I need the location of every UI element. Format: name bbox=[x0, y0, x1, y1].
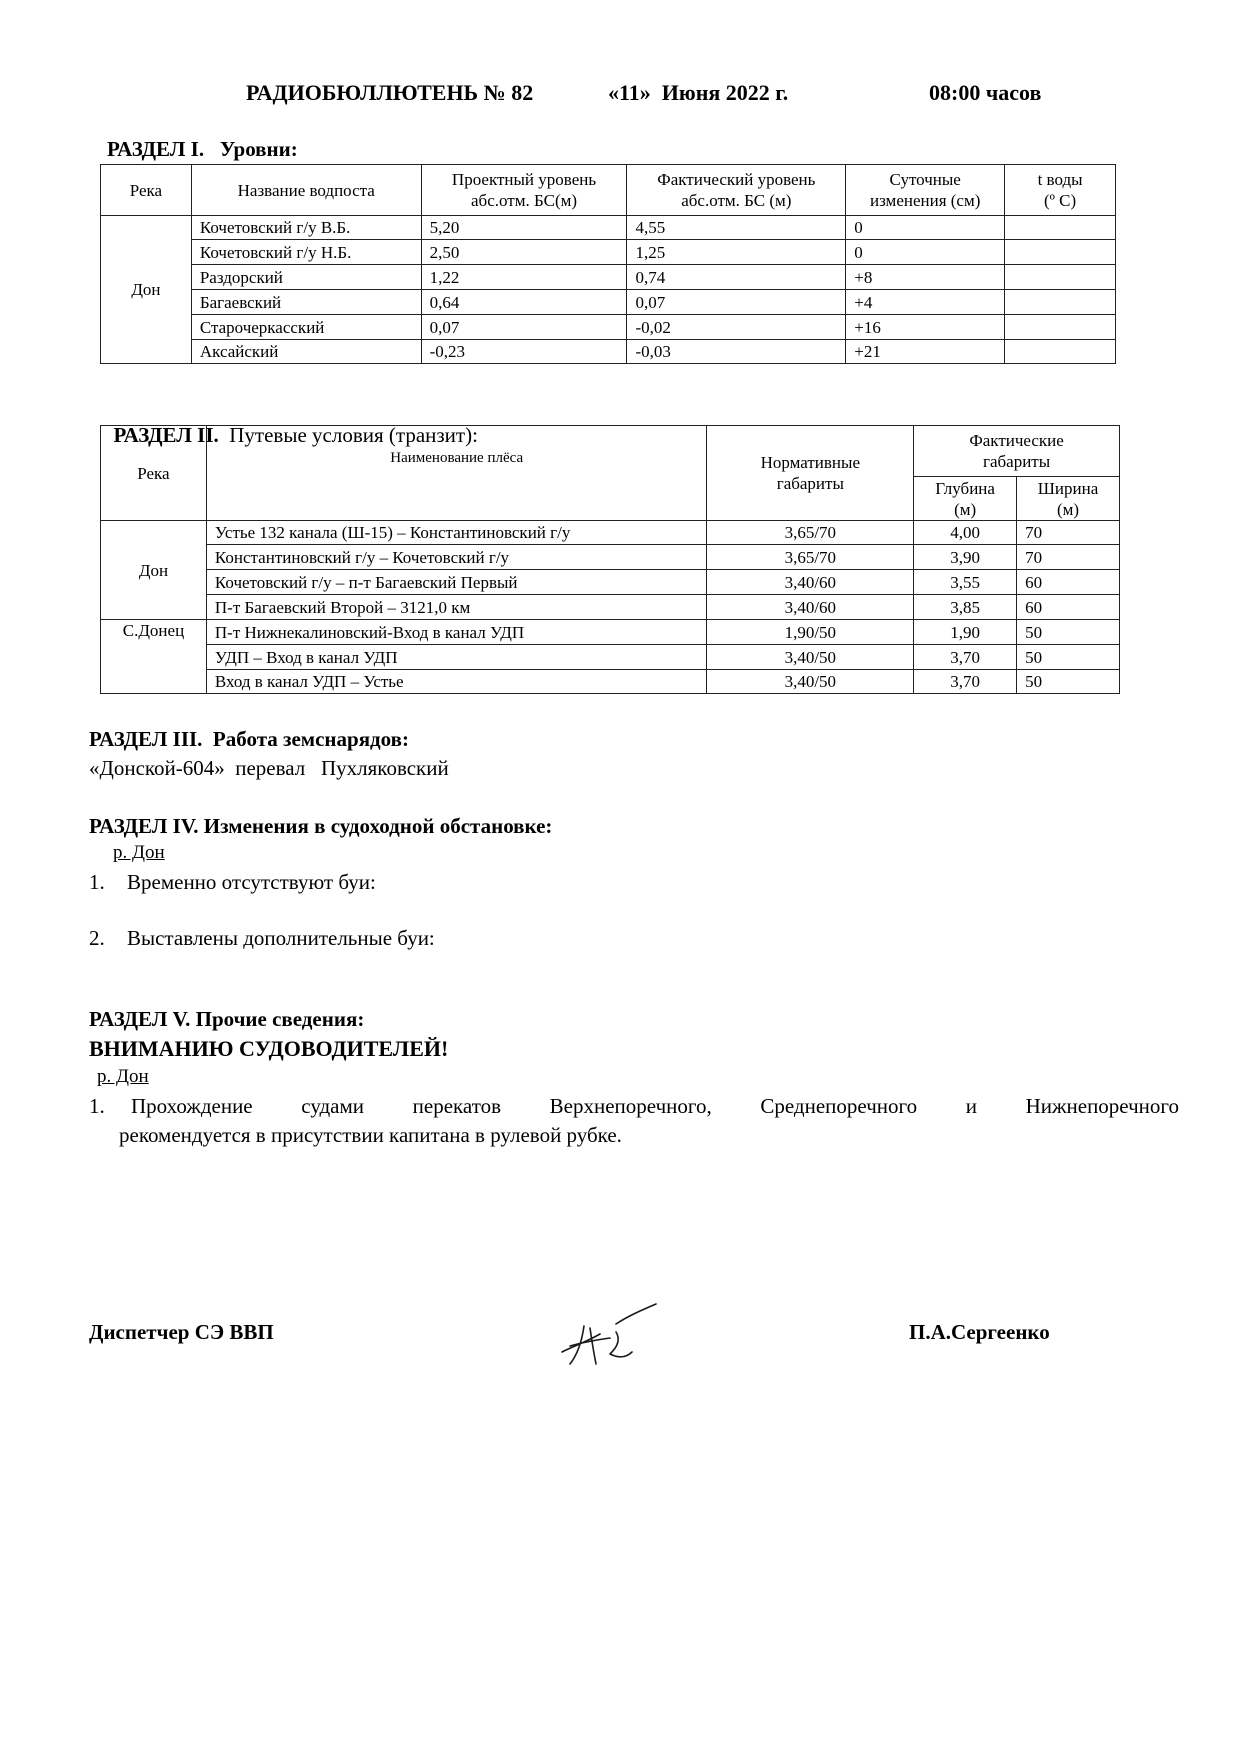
col-normative-line1: Нормативные bbox=[760, 453, 860, 472]
width-cell: 50 bbox=[1017, 645, 1120, 670]
norm-cell: 3,40/50 bbox=[707, 645, 914, 670]
bulletin-header bbox=[0, 80, 1240, 110]
actual-cell: 0,74 bbox=[627, 265, 846, 290]
change-cell: +4 bbox=[846, 290, 1005, 315]
col-water-temp bbox=[1005, 165, 1116, 216]
dispatcher-name: П.А.Сергеенко bbox=[909, 1320, 1050, 1344]
temp-cell bbox=[1005, 315, 1116, 340]
reach-cell: Константиновский г/у – Кочетовский г/у bbox=[206, 545, 707, 570]
levels-table-header bbox=[101, 165, 1116, 216]
width-cell: 60 bbox=[1017, 570, 1120, 595]
norm-cell: 1,90/50 bbox=[707, 620, 914, 645]
section-5-title: РАЗДЕЛ V. Прочие сведения: bbox=[89, 1007, 365, 1031]
col-width-line2: (м) bbox=[1056, 499, 1080, 519]
temp-cell bbox=[1005, 290, 1116, 315]
col-width bbox=[1017, 477, 1120, 521]
post-cell: Багаевский bbox=[191, 290, 421, 315]
table-row bbox=[101, 340, 1116, 364]
post-cell: Аксайский bbox=[191, 340, 421, 364]
depth-cell: 1,90 bbox=[914, 620, 1017, 645]
section-3-title: РАЗДЕЛ III. Работа земснарядов: bbox=[89, 727, 409, 751]
width-cell: 50 bbox=[1017, 670, 1120, 694]
dispatcher-role: Диспетчер СЭ ВВП bbox=[89, 1320, 274, 1344]
section-4-title: РАЗДЕЛ IV. Изменения в судоходной обстановке: bbox=[89, 814, 553, 838]
change-cell: +16 bbox=[846, 315, 1005, 340]
depth-cell: 3,55 bbox=[914, 570, 1017, 595]
width-cell: 70 bbox=[1017, 545, 1120, 570]
transit-table-header-top bbox=[101, 426, 1120, 477]
col-river: Река bbox=[101, 426, 207, 521]
river-cell: С.Донец bbox=[101, 620, 207, 694]
col-actual-line2: габариты bbox=[982, 452, 1051, 471]
table-row bbox=[101, 620, 1120, 645]
list-item bbox=[89, 1094, 1179, 1148]
col-width-line1: Ширина bbox=[1037, 478, 1099, 498]
levels-table bbox=[100, 164, 1116, 364]
col-normative-line2: габариты bbox=[776, 474, 844, 493]
river-don-label: р. Дон bbox=[97, 1066, 149, 1087]
col-daily-change bbox=[846, 165, 1005, 216]
col-depth bbox=[914, 477, 1017, 521]
col-daily-change-line1: Суточные bbox=[889, 170, 961, 189]
col-design-level-line2: абс.отм. БС(м) bbox=[471, 191, 578, 210]
post-cell: Старочеркасский bbox=[191, 315, 421, 340]
change-cell: 0 bbox=[846, 240, 1005, 265]
col-normative bbox=[707, 426, 914, 521]
col-actual-level-line1: Фактический уровень bbox=[657, 170, 816, 189]
bulletin-date: «11» Июня 2022 г. bbox=[608, 80, 789, 105]
table-row bbox=[101, 645, 1120, 670]
change-cell: +21 bbox=[846, 340, 1005, 364]
table-row bbox=[101, 670, 1120, 694]
table-row bbox=[101, 315, 1116, 340]
bulletin-time: 08:00 часов bbox=[929, 80, 1042, 105]
norm-cell: 3,40/60 bbox=[707, 595, 914, 620]
list-item-number: 1. bbox=[89, 1094, 105, 1118]
post-cell: Кочетовский г/у Н.Б. bbox=[191, 240, 421, 265]
norm-cell: 3,65/70 bbox=[707, 545, 914, 570]
bulletin-title: РАДИОБЮЛЛЮТЕНЬ № 82 bbox=[246, 80, 534, 105]
temp-cell bbox=[1005, 216, 1116, 240]
depth-cell: 3,90 bbox=[914, 545, 1017, 570]
col-water-temp-line1: t воды bbox=[1037, 170, 1083, 189]
section-2-title-bold: РАЗДЕЛ II. bbox=[113, 423, 219, 447]
table-row bbox=[101, 265, 1116, 290]
reach-cell: П-т Багаевский Второй – 3121,0 км bbox=[206, 595, 707, 620]
table-row bbox=[101, 545, 1120, 570]
col-actual-level bbox=[627, 165, 846, 216]
actual-cell: 0,07 bbox=[627, 290, 846, 315]
list-item-text: Выставлены дополнительные буи: bbox=[127, 926, 435, 950]
width-cell: 50 bbox=[1017, 620, 1120, 645]
col-design-level-line1: Проектный уровень bbox=[451, 170, 597, 189]
actual-cell: -0,03 bbox=[627, 340, 846, 364]
table-row bbox=[101, 595, 1120, 620]
design-cell: 1,22 bbox=[421, 265, 627, 290]
reach-cell: Устье 132 канала (Ш-15) – Константиновский г/у bbox=[206, 521, 707, 545]
col-river: Река bbox=[101, 165, 192, 216]
design-cell: 2,50 bbox=[421, 240, 627, 265]
section-1-title: РАЗДЕЛ I. Уровни: bbox=[107, 137, 298, 161]
norm-cell: 3,40/60 bbox=[707, 570, 914, 595]
river-cell: Дон bbox=[101, 521, 207, 620]
design-cell: 0,07 bbox=[421, 315, 627, 340]
design-cell: -0,23 bbox=[421, 340, 627, 364]
norm-cell: 3,65/70 bbox=[707, 521, 914, 545]
reach-cell: УДП – Вход в канал УДП bbox=[206, 645, 707, 670]
col-daily-change-line2: изменения (см) bbox=[869, 191, 981, 210]
list-item-text-line2: рекомендуется в присутствии капитана в рулевой рубке. bbox=[119, 1123, 622, 1147]
list-item-text-line1: Прохождение судами перекатов Верхнепоречного, Среднепоречного и Нижнепоречного bbox=[131, 1094, 1179, 1118]
col-design-level bbox=[421, 165, 627, 216]
temp-cell bbox=[1005, 265, 1116, 290]
col-depth-line2: (м) bbox=[954, 499, 977, 519]
attention-heading: ВНИМАНИЮ СУДОВОДИТЕЛЕЙ! bbox=[89, 1036, 449, 1061]
reach-cell: П-т Нижнекалиновский-Вход в канал УДП bbox=[206, 620, 707, 645]
col-reach: Наименование плёса bbox=[206, 426, 707, 521]
river-don-label: р. Дон bbox=[113, 842, 165, 863]
actual-cell: 1,25 bbox=[627, 240, 846, 265]
width-cell: 60 bbox=[1017, 595, 1120, 620]
list-item bbox=[89, 926, 435, 951]
river-cell: Дон bbox=[101, 216, 192, 364]
change-cell: +8 bbox=[846, 265, 1005, 290]
col-actual-line1: Фактические bbox=[969, 431, 1064, 450]
post-cell: Раздорский bbox=[191, 265, 421, 290]
norm-cell: 3,40/50 bbox=[707, 670, 914, 694]
depth-cell: 3,85 bbox=[914, 595, 1017, 620]
list-item-number: 1. bbox=[89, 870, 105, 894]
reach-cell: Кочетовский г/у – п-т Багаевский Первый bbox=[206, 570, 707, 595]
temp-cell bbox=[1005, 240, 1116, 265]
post-cell: Кочетовский г/у В.Б. bbox=[191, 216, 421, 240]
reach-cell: Вход в канал УДП – Устье bbox=[206, 670, 707, 694]
dredger-info: «Донской-604» перевал Пухляковский bbox=[89, 756, 449, 780]
section-2-title-rest: Путевые условия (транзит): bbox=[218, 423, 478, 447]
col-actual bbox=[914, 426, 1120, 477]
actual-cell: 4,55 bbox=[627, 216, 846, 240]
col-water-temp-line2: (º С) bbox=[1043, 191, 1077, 210]
design-cell: 0,64 bbox=[421, 290, 627, 315]
depth-cell: 4,00 bbox=[914, 521, 1017, 545]
table-row bbox=[101, 216, 1116, 240]
depth-cell: 3,70 bbox=[914, 670, 1017, 694]
width-cell: 70 bbox=[1017, 521, 1120, 545]
table-row bbox=[101, 240, 1116, 265]
col-post: Название водпоста bbox=[191, 165, 421, 216]
transit-table bbox=[100, 425, 1120, 694]
col-actual-level-line2: абс.отм. БС (м) bbox=[681, 191, 792, 210]
temp-cell bbox=[1005, 340, 1116, 364]
table-row bbox=[101, 570, 1120, 595]
col-depth-line1: Глубина bbox=[935, 478, 995, 498]
list-item bbox=[89, 870, 376, 895]
table-row bbox=[101, 521, 1120, 545]
list-item-text: Временно отсутствуют буи: bbox=[127, 870, 376, 894]
signature bbox=[556, 1302, 658, 1376]
change-cell: 0 bbox=[846, 216, 1005, 240]
list-item-number: 2. bbox=[89, 926, 105, 950]
table-row bbox=[101, 290, 1116, 315]
design-cell: 5,20 bbox=[421, 216, 627, 240]
depth-cell: 3,70 bbox=[914, 645, 1017, 670]
actual-cell: -0,02 bbox=[627, 315, 846, 340]
